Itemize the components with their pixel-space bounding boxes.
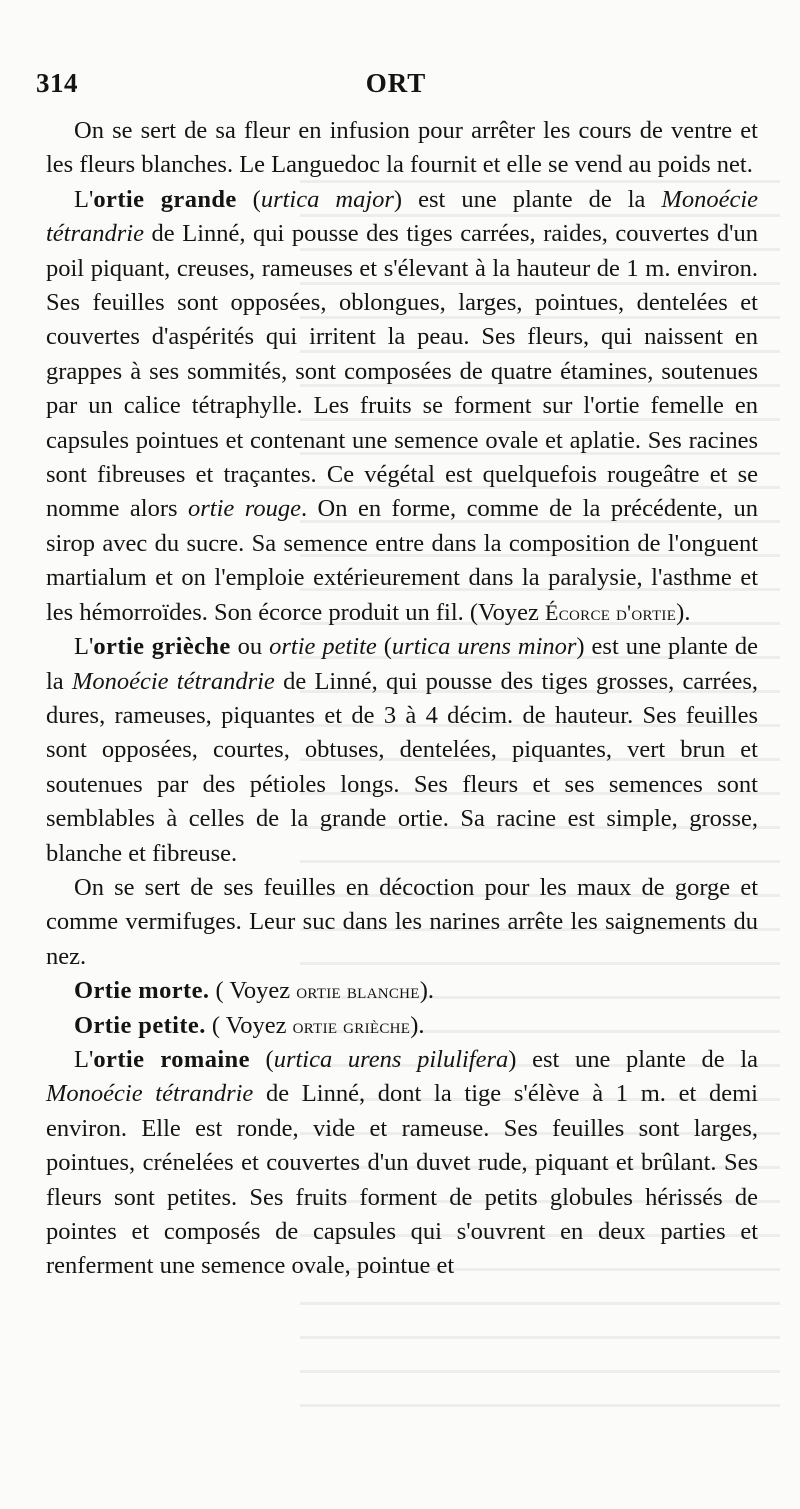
entry-ortie-grande: L'ortie grande (urtica major) est une plante de la Monoécie tétrandrie de Linné, qui pousse des tiges carrées, raides, couvertes d'un poil piquant, creuses, rameuses et s'élevant à la hauteur de 1 m. environ. Ses feuilles sont opposées, oblongues, larges, pointues, dentelées et couvertes d'aspérités qui irritent la peau. Ses fleurs, qui naissent en grappes à ses sommités, sont composées de quatre étamines, soutenues par un calice tétraphylle. Les fruits se forment sur l'ortie femelle en capsules pointues et contenant une semence ovale et aplatie. Ses racines sont fibreuses et traçantes. Ce végétal est quelquefois rougeâtre et se nomme alors ortie rouge. On en forme, comme de la précédente, un sirop avec du sucre. Sa semence entre dans la composition de l'onguent martialum et on l'emploie extérieurement dans la paralysie, l'asthme et les hémorroïdes. Son écorce produit un fil. (Voyez Écorce d'ortie). [46, 185, 758, 626]
latin-name: urtica major [260, 185, 394, 213]
running-head: ORT [365, 68, 427, 98]
entry-ortie-romaine: L'ortie romaine (urtica urens pilulifera) est une plante de la Monoécie tétrandrie de Linné, dont la tige s'élève à 1 m. et demi environ. Elle est ronde, vide et rameuse. Ses feuilles sont larges, pointues, crénelées et couvertes d'un duvet rude, piquant et brûlant. Ses fleurs sont petites. Ses fruits forment de petits globules hérissés de pointes et composés de capsules qui s'ouvrent en deux parties et renferment une semence ovale, pointue et [46, 1045, 759, 1280]
entry-term: Ortie morte. [74, 977, 210, 1005]
entry-ortie-morte: Ortie morte. ( Voyez ortie blanche). [74, 977, 435, 1005]
alt-name: ortie petite [269, 633, 377, 661]
botanical-class: Monoécie tétrandrie [46, 1080, 254, 1108]
botanical-class: Monoécie tétrandrie [46, 185, 758, 248]
cross-reference: ortie blanche [296, 978, 420, 1004]
entry-term: ortie grande [93, 185, 237, 213]
latin-name: urtica urens pilulifera [273, 1045, 509, 1073]
entry-ortie-petite: Ortie petite. ( Voyez ortie grièche). [74, 1011, 425, 1039]
paragraph-fleur-usage: On se sert de sa fleur en infusion pour arrêter les cours de ventre et les fleurs blanches. Le Languedoc la fournit et elle se vend au poids net. [46, 117, 758, 179]
entry-term: ortie romaine [93, 1045, 250, 1073]
latin-name: urtica urens minor [391, 633, 577, 661]
page-header [36, 68, 756, 104]
entry-term: ortie grièche [93, 633, 231, 661]
paragraph-grieche-usage: On se sert de ses feuilles en décoction pour les maux de gorge et comme vermifuges. Leur suc dans les narines arrête les saignements du nez. [46, 873, 758, 970]
cross-reference: Écorce d'ortie [544, 599, 677, 625]
entry-term: Ortie petite. [74, 1011, 206, 1039]
body-text [46, 114, 758, 1284]
botanical-class: Monoécie tétrandrie [71, 667, 275, 695]
variant-name: ortie rouge [188, 495, 301, 523]
entry-ortie-grieche: L'ortie grièche ou ortie petite (urtica urens minor) est une plante de la Monoécie tétrandrie de Linné, qui pousse des tiges grosses, carrées, dures, rameuses, piquantes et de 3 à 4 décim. de hauteur. Ses feuilles sont opposées, courtes, obtuses, dentelées, piquantes, vert brun et soutenues par des pétioles longs. Ses fleurs et ses semences sont semblables à celles de la grande ortie. Sa racine est simple, grosse, blanche et fibreuse. [46, 633, 759, 867]
page-number: 314 [36, 68, 78, 98]
cross-reference: ortie grièche [292, 1012, 411, 1038]
